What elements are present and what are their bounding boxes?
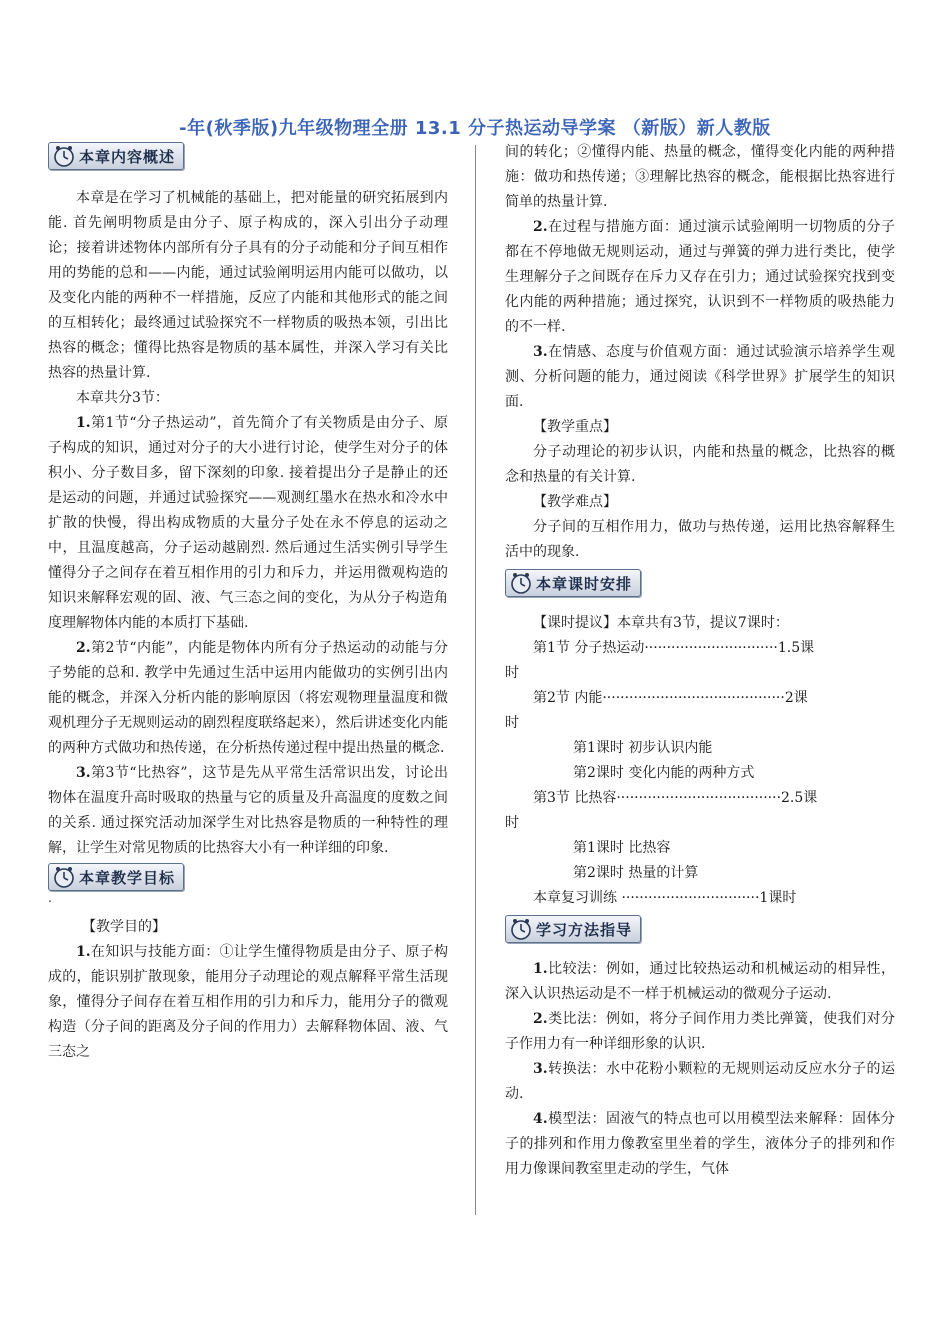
goal-continuation: 间的转化；②懂得内能、热量的概念，懂得变化内能的两种措施：做功和热传递；③理解比热容的概念，能根据比热容进行简单的热量计算. bbox=[505, 144, 895, 210]
column-divider bbox=[475, 145, 476, 1215]
list-item bbox=[48, 636, 448, 761]
toc-line: 第2课时 热量的计算 bbox=[573, 865, 699, 881]
toc-line: 第3节 比热容·····································2.5课 bbox=[533, 790, 818, 806]
item-text: 第1节“分子热运动”，首先简介了有关物质是由分子、原子构成的知识，通过对分子的大小进行讨论，使学生对分子的体积小、分子数目多，留下深刻的印象. 接着提出分子是静止的还是运动的问题，并通过试验探究——观测红墨水在热水和冷水中扩散的快慢，得出构成物质的大量分子处在永不停息的运动之中，且温度越高，分子运动越剧烈. 然后通过生活实例引导学生懂得分子之间存在着互相作用的引力和斥力，并运用微观构造的知识来解释宏观的固、液、气三态之间的变化，为从分子构造角度理解物体内能的本质打下基础. bbox=[48, 415, 448, 631]
item-number: 3. bbox=[76, 765, 91, 781]
stray-dot: . bbox=[48, 891, 52, 905]
toc-line: 时 bbox=[505, 715, 519, 731]
item-text: 比较法：例如，通过比较热运动和机械运动的相异性，深入认识热运动是不一样于机械运动的微观分子运动. bbox=[505, 961, 895, 1002]
item-text: 在知识与技能方面：①让学生懂得物质是由分子、原子构成的，能识别扩散现象，能用分子动理论的观点解释平常生活现象，懂得分子间存在着互相作用的引力和斥力，能用分子的微观构造（分子间的距离及分子间的作用力）去解释物体固、液、气三态之 bbox=[48, 944, 448, 1060]
toc-line: 第2节 内能·········································2课 bbox=[533, 690, 808, 706]
section-schedule-header bbox=[505, 569, 895, 599]
hard-text: 分子间的互相作用力，做功与热传递，运用比热容解释生活中的现象. bbox=[505, 519, 895, 560]
list-item bbox=[505, 1057, 895, 1107]
toc-line: 第2课时 变化内能的两种方式 bbox=[573, 765, 755, 781]
goal-heading: 【教学目的】 bbox=[82, 919, 166, 935]
item-text: 转换法：水中花粉小颗粒的无规则运动反应水分子的运动. bbox=[505, 1061, 895, 1102]
item-number: 4. bbox=[533, 1111, 548, 1127]
toc-line: 本章复习训练 ·······························1课时 bbox=[533, 890, 797, 906]
clock-icon bbox=[510, 572, 532, 594]
list-item bbox=[505, 340, 895, 415]
item-text: 在过程与措施方面：通过演示试验阐明一切物质的分子都在不停地做无规则运动，通过与弹簧的弹力进行类比，使学生理解分子之间既存在斥力又存在引力；通过试验探究找到变化内能的两种措施；通过探究，认识到不一样物质的吸热能力的不一样. bbox=[505, 219, 895, 335]
key-text: 分子动理论的初步认识，内能和热量的概念，比热容的概念和热量的有关计算. bbox=[505, 444, 895, 485]
item-number: 3. bbox=[533, 1061, 548, 1077]
section-title: 学习方法指导 bbox=[536, 920, 633, 939]
item-number: 2. bbox=[533, 1011, 548, 1027]
item-number: 2. bbox=[533, 219, 548, 235]
item-text: 在情感、态度与价值观方面：通过试验演示培养学生观测、分析问题的能力，通过阅读《科学世界》扩展学生的知识面. bbox=[505, 344, 895, 410]
clock-icon bbox=[510, 918, 532, 940]
toc-line: 时 bbox=[505, 665, 519, 681]
schedule-intro: 【课时提议】本章共有3节，提议7课时： bbox=[533, 615, 789, 631]
list-item bbox=[505, 1007, 895, 1057]
overview-paragraph: 本章是在学习了机械能的基础上，把对能量的研究拓展到内能. 首先阐明物质是由分子、原子构成的，深入引出分子动理论；接着讲述物体内部所有分子具有的分子动能和分子间互相作用的势能的总和——内能，通过试验阐明运用内能可以做功，以及变化内能的两种不一样措施，反应了内能和其他形式的能之间的互相转化；最终通过试验探究不一样物质的吸热本领，引出比热容的概念；懂得比热容是物质的基本属性，并深入学习有关比热容的热量计算. bbox=[48, 190, 448, 381]
schedule-list bbox=[505, 636, 895, 911]
overview-count: 本章共分3节： bbox=[76, 390, 169, 406]
toc-line: 时 bbox=[505, 815, 519, 831]
item-text: 第3节“比热容”，这节是先从平常生活常识出发，讨论出物体在温度升高时吸取的热量与它的质量及升高温度的度数之间的关系. 通过探究活动加深学生对比热容是物质的一种特性的理解，让学生对常见物质的比热容大小有一种详细的印象. bbox=[48, 765, 448, 856]
document-title: -年(秋季版)九年级物理全册 13.1 分子热运动导学案 （新版）新人教版 bbox=[179, 118, 771, 139]
item-number: 1. bbox=[76, 415, 91, 431]
section-badge bbox=[48, 863, 184, 891]
item-number: 1. bbox=[533, 961, 548, 977]
item-number: 3. bbox=[533, 344, 548, 360]
item-number: 1. bbox=[76, 944, 91, 960]
key-heading: 【教学重点】 bbox=[533, 419, 617, 435]
list-item bbox=[505, 1107, 895, 1182]
section-methods-header bbox=[505, 915, 895, 945]
section-title: 本章课时安排 bbox=[536, 574, 633, 593]
hard-heading: 【教学难点】 bbox=[533, 494, 617, 510]
section-badge bbox=[505, 915, 641, 943]
clock-icon bbox=[53, 866, 75, 888]
right-column bbox=[505, 140, 895, 1182]
left-column bbox=[48, 140, 448, 1065]
list-item bbox=[48, 761, 448, 861]
toc-line: 第1节 分子热运动······························1.5课 bbox=[533, 640, 815, 656]
toc-line: 第1课时 初步认识内能 bbox=[573, 740, 713, 756]
section-badge bbox=[48, 142, 184, 170]
list-item bbox=[48, 411, 448, 636]
clock-icon bbox=[53, 145, 75, 167]
item-number: 2. bbox=[76, 640, 91, 656]
section-title: 本章教学目标 bbox=[79, 868, 176, 887]
item-text: 第2节“内能”，内能是物体内所有分子热运动的动能与分子势能的总和. 教学中先通过生活中运用内能做功的实例引出内能的概念，并深入分析内能的影响原因（将宏观物理量温度和微观机理分子无规则运动的剧烈程度联络起来），然后讲述变化内能的两种方式做功和热传递，在分析热传递过程中提出热量的概念. bbox=[48, 640, 448, 756]
section-overview-header bbox=[48, 142, 448, 172]
toc-line: 第1课时 比热容 bbox=[573, 840, 671, 856]
list-item bbox=[505, 215, 895, 340]
list-item bbox=[48, 940, 448, 1065]
section-title: 本章内容概述 bbox=[79, 147, 176, 166]
list-item bbox=[505, 957, 895, 1007]
section-objectives-header bbox=[48, 863, 448, 893]
item-text: 类比法：例如，将分子间作用力类比弹簧，使我们对分子作用力有一种详细形象的认识. bbox=[505, 1011, 895, 1052]
section-badge bbox=[505, 569, 641, 597]
item-text: 模型法：固液气的特点也可以用模型法来解释：固体分子的排列和作用力像教室里坐着的学生，液体分子的排列和作用力像课间教室里走动的学生，气体 bbox=[505, 1111, 895, 1177]
